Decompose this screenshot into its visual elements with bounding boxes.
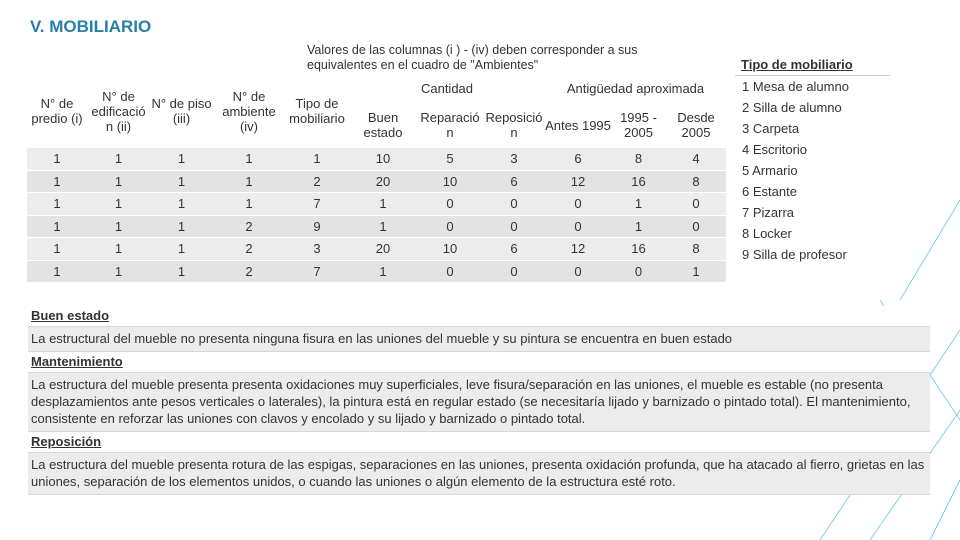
table-cell: 1 — [611, 215, 666, 238]
definition-heading-reposicion: Reposición — [28, 432, 930, 452]
furniture-type-item: 8 Locker — [742, 226, 792, 241]
header-reposicion: Reposició n — [485, 110, 543, 140]
table-cell: 12 — [545, 238, 611, 261]
table-cell: 1 — [87, 193, 150, 216]
table-cell: 6 — [545, 148, 611, 170]
header-piso: N° de piso (iii) — [151, 96, 212, 126]
header-edificacion: N° de edificació n (ii) — [91, 88, 146, 134]
header-reparacion: Reparació n — [420, 110, 480, 140]
furniture-type-item: 7 Pizarra — [742, 205, 795, 220]
columns-note: Valores de las columnas (i ) - (iv) deben corresponder a sus equivalentes en el cuadro de "Ambientes" — [307, 43, 638, 72]
furniture-type-title: Tipo de mobiliario — [741, 57, 853, 72]
condition-definitions — [28, 306, 930, 495]
table-cell: 1 — [150, 193, 213, 216]
table-cell: 1 — [27, 260, 87, 283]
table-cell: 1 — [285, 148, 349, 170]
definition-text-reposicion: La estructura del mueble presenta rotura de las espigas, separaciones en las uniones, presenta oxidación profunda, que ha atacado al fierro, grietas en las uniones, separación de los elementos unidos, o cuando las uniones o algún elemento de la estructura esté roto. — [28, 452, 930, 495]
table-cell: 0 — [611, 260, 666, 283]
furniture-table — [27, 74, 726, 283]
table-row — [27, 148, 726, 170]
table-cell: 2 — [213, 215, 285, 238]
table-cell: 1 — [150, 148, 213, 170]
table-cell: 20 — [349, 238, 417, 261]
furniture-type-legend — [735, 55, 890, 265]
table-cell: 10 — [417, 170, 483, 193]
table-cell: 0 — [417, 215, 483, 238]
table-cell: 8 — [611, 148, 666, 170]
table-row — [27, 238, 726, 261]
furniture-type-item: 6 Estante — [742, 184, 797, 199]
table-cell: 0 — [483, 260, 545, 283]
table-cell: 5 — [417, 148, 483, 170]
table-row — [27, 193, 726, 216]
table-cell: 8 — [666, 238, 726, 261]
table-cell: 0 — [483, 193, 545, 216]
table-cell: 10 — [349, 148, 417, 170]
table-cell: 0 — [417, 260, 483, 283]
table-row — [27, 215, 726, 238]
table-cell: 0 — [545, 260, 611, 283]
header-desde-2005: Desde 2005 — [677, 110, 715, 140]
table-cell: 1 — [666, 260, 726, 283]
definition-heading-buen-estado: Buen estado — [28, 306, 930, 326]
table-cell: 20 — [349, 170, 417, 193]
header-tipo: Tipo de mobiliario — [289, 96, 345, 126]
table-cell: 0 — [545, 193, 611, 216]
table-cell: 9 — [285, 215, 349, 238]
table-cell: 8 — [666, 170, 726, 193]
table-cell: 1 — [27, 148, 87, 170]
table-cell: 7 — [285, 260, 349, 283]
page-title: V. MOBILIARIO — [30, 17, 152, 36]
table-cell: 1 — [27, 193, 87, 216]
table-cell: 1 — [213, 170, 285, 193]
header-ambiente: N° de ambiente (iv) — [222, 88, 276, 134]
header-cantidad: Cantidad — [420, 80, 474, 96]
table-cell: 6 — [483, 170, 545, 193]
table-cell: 1 — [150, 170, 213, 193]
table-cell: 2 — [213, 238, 285, 261]
table-cell: 4 — [666, 148, 726, 170]
table-cell: 2 — [213, 260, 285, 283]
table-cell: 1 — [213, 193, 285, 216]
furniture-type-list — [735, 75, 890, 265]
table-cell: 1 — [349, 260, 417, 283]
table-cell: 16 — [611, 170, 666, 193]
table-cell: 0 — [666, 193, 726, 216]
table-row — [27, 260, 726, 283]
header-antiguedad: Antigüedad aproximada — [566, 80, 705, 96]
table-cell: 6 — [483, 238, 545, 261]
table-cell: 3 — [483, 148, 545, 170]
table-cell: 1 — [27, 238, 87, 261]
header-predio: N° de predio (i) — [31, 96, 83, 126]
table-cell: 1 — [349, 193, 417, 216]
table-cell: 7 — [285, 193, 349, 216]
table-cell: 1 — [27, 215, 87, 238]
table-cell: 1 — [150, 238, 213, 261]
table-cell: 1 — [611, 193, 666, 216]
table-cell: 0 — [417, 193, 483, 216]
definition-text-buen-estado: La estructural del mueble no presenta ninguna fisura en las uniones del mueble y su pintura se encuentra en buen estado — [28, 326, 930, 352]
table-cell: 12 — [545, 170, 611, 193]
furniture-type-item: 1 Mesa de alumno — [742, 79, 849, 94]
header-1995-2005: 1995 - 2005 — [620, 110, 657, 140]
table-cell: 1 — [150, 260, 213, 283]
table-cell: 0 — [545, 215, 611, 238]
table-row — [27, 170, 726, 193]
table-cell: 10 — [417, 238, 483, 261]
definition-heading-mantenimiento: Mantenimiento — [28, 352, 930, 372]
table-cell: 0 — [483, 215, 545, 238]
table-cell: 1 — [87, 238, 150, 261]
furniture-type-item: 5 Armario — [742, 163, 798, 178]
table-cell: 1 — [87, 148, 150, 170]
table-cell: 3 — [285, 238, 349, 261]
table-cell: 1 — [150, 215, 213, 238]
table-cell: 1 — [87, 215, 150, 238]
table-cell: 2 — [285, 170, 349, 193]
furniture-type-item: 2 Silla de alumno — [742, 100, 842, 115]
table-cell: 1 — [213, 148, 285, 170]
header-buen-estado: Buen estado — [363, 110, 403, 140]
table-cell: 1 — [27, 170, 87, 193]
furniture-type-item: 9 Silla de profesor — [742, 247, 847, 262]
furniture-type-item: 4 Escritorio — [742, 142, 808, 157]
table-cell: 0 — [666, 215, 726, 238]
table-cell: 1 — [87, 170, 150, 193]
furniture-type-item: 3 Carpeta — [742, 121, 800, 136]
table-cell: 16 — [611, 238, 666, 261]
table-cell: 1 — [349, 215, 417, 238]
header-antes-1995: Antes 1995 — [545, 117, 611, 133]
definition-text-mantenimiento: La estructura del mueble presenta presenta oxidaciones muy superficiales, leve fisura/separación en las uniones, el mueble es estable (no presenta desplazamientos ante pesos verticales o laterales), la pintura está en regular estado (se necesitaría lijado y barnizado o pintado total). El mantenimiento, consistente en reforzar las uniones con clavos y encolado y su lijado y barnizado o pintado total. — [28, 372, 930, 432]
table-cell: 1 — [87, 260, 150, 283]
